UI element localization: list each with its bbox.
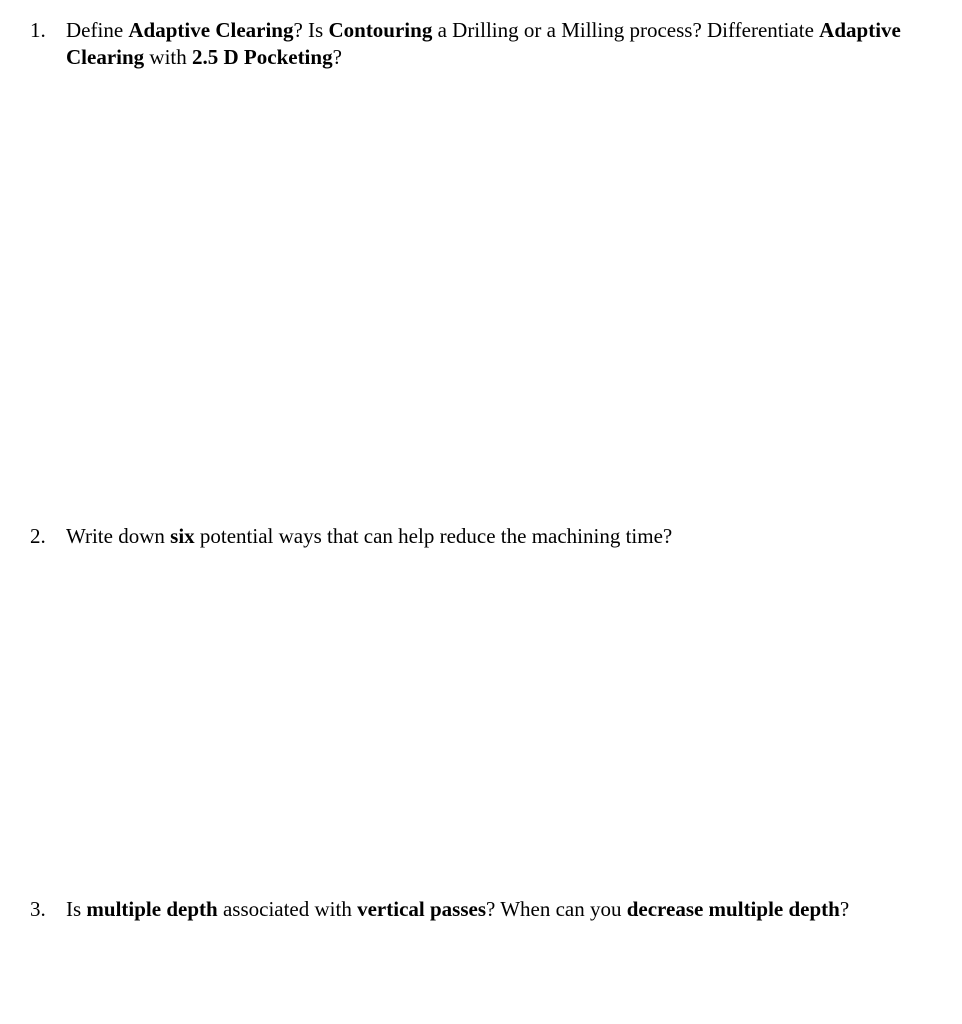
text-segment: potential ways that can help reduce the machining time?	[194, 524, 673, 548]
question-number: 3.	[30, 897, 46, 921]
question-2	[30, 523, 930, 550]
text-segment: Is	[66, 897, 87, 921]
text-segment: Write down	[66, 524, 171, 548]
text-segment: with	[144, 45, 192, 69]
text-segment: ? When can you	[486, 897, 627, 921]
bold-term: decrease multiple depth	[626, 897, 840, 921]
question-1	[30, 17, 930, 71]
bold-term: multiple depth	[86, 897, 218, 921]
question-text	[66, 896, 930, 923]
bold-term: 2.5 D Pocketing	[192, 45, 333, 69]
text-segment: ?	[839, 897, 850, 921]
text-segment: ? Is	[293, 18, 329, 42]
question-number: 1.	[30, 18, 46, 42]
text-segment: ?	[332, 45, 342, 69]
question-number: 2.	[30, 524, 46, 548]
question-3	[30, 896, 930, 923]
bold-term: vertical passes	[357, 897, 486, 921]
question-text	[66, 523, 930, 550]
bold-term: six	[170, 524, 195, 548]
bold-term: Adaptive Clearing	[128, 18, 294, 42]
bold-term: Adaptive Clearing	[66, 18, 901, 69]
bold-term: Contouring	[328, 18, 433, 42]
question-text	[66, 17, 930, 71]
text-segment: Define	[66, 18, 129, 42]
text-segment: associated with	[217, 897, 358, 921]
text-segment: a Drilling or a Milling process? Differentiate	[432, 18, 820, 42]
